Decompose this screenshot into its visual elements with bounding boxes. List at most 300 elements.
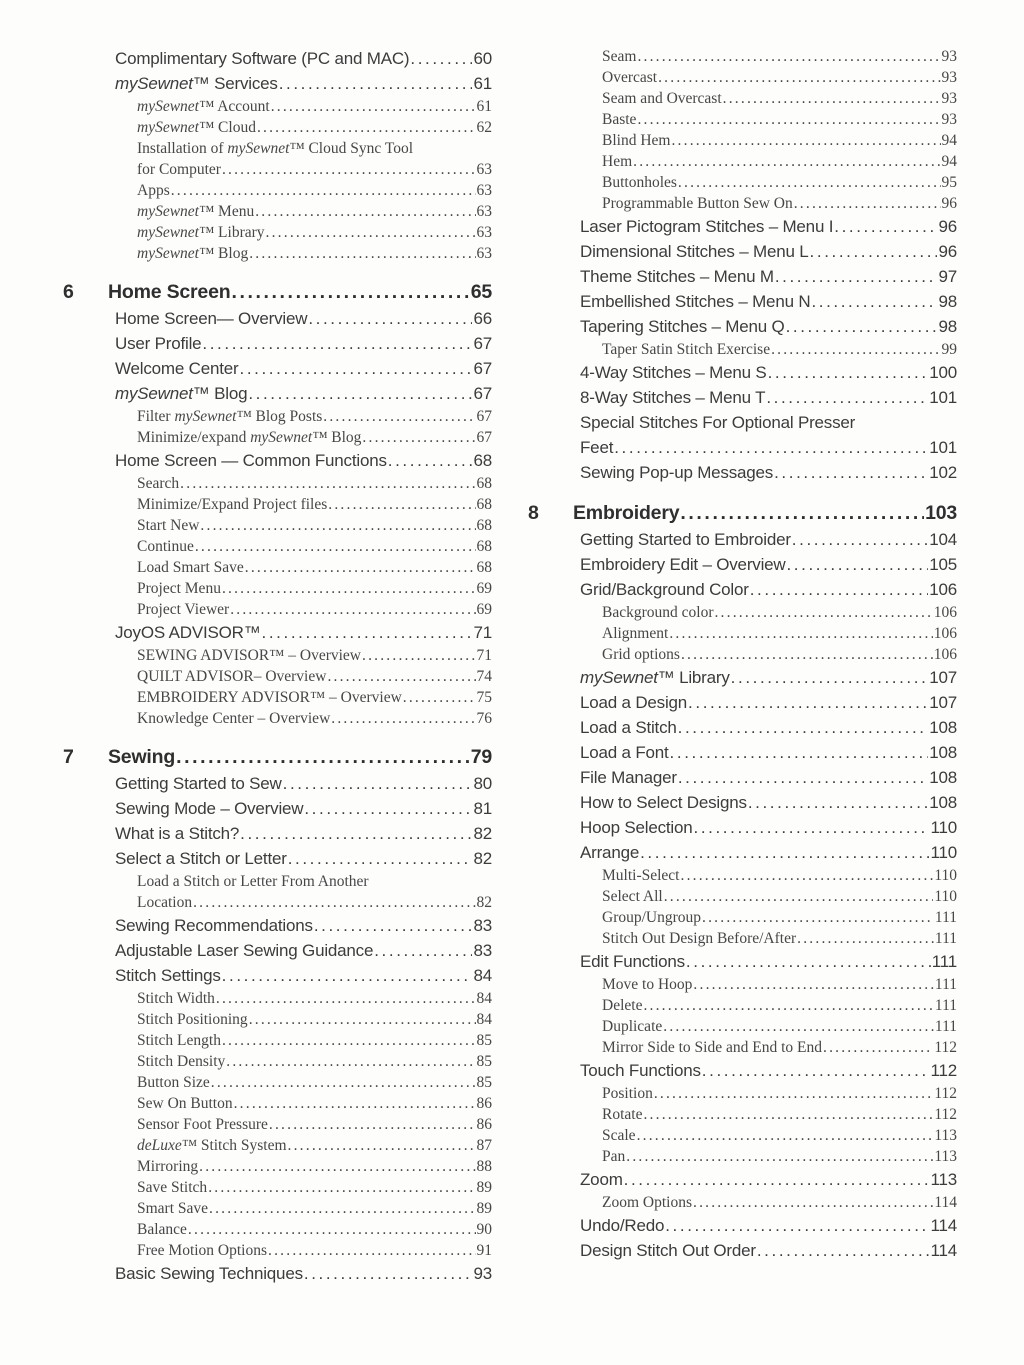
toc-page-number: 61 [473, 74, 492, 93]
toc-page-number: 62 [476, 119, 492, 136]
toc-page-number: 69 [476, 601, 492, 618]
toc-entry-row [528, 1167, 957, 1192]
dot-leader [240, 821, 472, 846]
toc-entry-title: Getting Started to Embroider [580, 530, 791, 549]
toc-entry-title: Design Stitch Out Order [580, 1241, 756, 1260]
dot-leader [262, 620, 473, 645]
toc-entry-row [63, 222, 492, 243]
toc-page-number: 66 [473, 309, 492, 328]
toc-entry-row [528, 289, 957, 314]
toc-entry-row [63, 1261, 492, 1286]
toc-entry-row [63, 620, 492, 645]
toc-page-number: 98 [938, 317, 957, 336]
toc-page-number: 105 [929, 555, 957, 574]
dot-leader [678, 765, 928, 790]
toc-entry-title: Position [602, 1085, 653, 1102]
toc-page-number: 106 [929, 580, 957, 599]
toc-page-number: 113 [934, 1127, 957, 1144]
toc-page-number: 110 [934, 867, 957, 884]
toc-entry-row [63, 666, 492, 687]
toc-entry-title: Edit Functions [580, 952, 685, 971]
toc-entry-title: Home Screen — Common Functions [115, 451, 387, 470]
dot-leader [670, 740, 929, 765]
brand-name-italic: mySewnet™ [137, 245, 215, 262]
toc-entry-row [63, 645, 492, 666]
toc-entry-row [528, 130, 957, 151]
dot-leader [193, 892, 475, 913]
toc-page-number: 67 [476, 429, 492, 446]
toc-entry-title: Stitch Length [137, 1032, 221, 1049]
toc-page-number: 114 [934, 1194, 957, 1211]
toc-entry-row [63, 1198, 492, 1219]
toc-entry-title: Programmable Button Sew On [602, 195, 793, 212]
toc-entry-row [63, 201, 492, 222]
toc-entry-title: Sensor Foot Pressure [137, 1116, 268, 1133]
toc-entry-title: Load a Stitch [580, 718, 677, 737]
dot-leader [255, 201, 475, 222]
toc-entry-row [528, 1104, 957, 1125]
toc-entry-row [63, 473, 492, 494]
toc-page-number: 63 [476, 203, 492, 220]
toc-entry-row [528, 172, 957, 193]
toc-page-number: 98 [938, 292, 957, 311]
toc-entry-row [528, 385, 957, 410]
dot-leader [678, 172, 941, 193]
dot-leader [714, 602, 932, 623]
toc-entry-title: Duplicate [602, 1018, 663, 1035]
toc-entry-title: Load a Font [580, 743, 669, 762]
toc-page-number: 102 [929, 463, 957, 482]
brand-name-italic: mySewnet™ [227, 140, 305, 157]
toc-entry-title: Minimize/Expand Project files [137, 496, 328, 513]
toc-entry-row [63, 536, 492, 557]
toc-entry-title: Smart Save [137, 1200, 209, 1217]
dot-leader [327, 666, 475, 687]
toc-entry-title: Filter mySewnet™ Blog Posts [137, 408, 323, 425]
toc-entry-title: Home Screen [108, 281, 231, 303]
dot-leader [208, 1177, 475, 1198]
toc-entry-title: mySewnet™ Library [580, 668, 730, 687]
toc-entry-title: Move to Hoop [602, 976, 693, 993]
toc-entry-row [528, 109, 957, 130]
toc-column-right [528, 46, 957, 1365]
toc-entry-row [528, 1058, 957, 1083]
toc-entry-title: Load a Design [580, 693, 688, 712]
toc-entry-title: mySewnet™ Cloud [137, 119, 256, 136]
toc-entry-title: Load a Stitch or Letter From Another [137, 873, 369, 890]
toc-entry-row [528, 239, 957, 264]
toc-entry-row [528, 339, 957, 360]
toc-entry-row [528, 46, 957, 67]
dot-leader [249, 1009, 476, 1030]
toc-page-number: 76 [476, 710, 492, 727]
chapter-number: 8 [528, 502, 539, 524]
dot-leader [269, 1114, 476, 1135]
toc-entry-title: Mirroring [137, 1158, 199, 1175]
dot-leader [288, 1135, 476, 1156]
dot-leader [637, 1125, 934, 1146]
toc-entry-title: Pan [602, 1148, 626, 1165]
toc-entry-title: Sewing [108, 746, 176, 768]
dot-leader [304, 1261, 473, 1286]
toc-column-left [63, 46, 492, 1365]
dot-leader [731, 665, 929, 690]
dot-leader [624, 1167, 930, 1192]
toc-entry-row [63, 796, 492, 821]
toc-entry-row [63, 515, 492, 536]
toc-page-number: 84 [476, 990, 492, 1007]
toc-page-number: 99 [941, 341, 957, 358]
toc-page-number: 80 [473, 774, 492, 793]
toc-entry-title: Dimensional Stitches – Menu L [580, 242, 809, 261]
toc-page-number: 96 [938, 242, 957, 261]
dot-leader [283, 771, 473, 796]
dot-leader [750, 577, 929, 602]
toc-entry-row [528, 460, 957, 485]
toc-entry-title: Multi-Select [602, 867, 680, 884]
dot-leader [331, 708, 475, 729]
toc-page-number: 67 [473, 359, 492, 378]
dot-leader [640, 840, 929, 865]
dot-leader [240, 356, 473, 381]
toc-page-number: 106 [933, 625, 957, 642]
toc-entry-title: JoyOS ADVISOR™ [115, 623, 261, 642]
toc-page-number: 108 [929, 793, 957, 812]
toc-page-number: 84 [476, 1011, 492, 1028]
toc-entry-row [63, 708, 492, 729]
toc-chapter-row [528, 500, 957, 527]
toc-entry-title: Start New [137, 517, 200, 534]
toc-entry-title: Hem [602, 153, 633, 170]
toc-entry-row [528, 151, 957, 172]
dot-leader [823, 1037, 933, 1058]
toc-page-number: 68 [476, 538, 492, 555]
toc-page-number: 83 [473, 941, 492, 960]
toc-entry-row [63, 938, 492, 963]
toc-entry-title: Group/Ungroup [602, 909, 702, 926]
toc-page-number: 112 [934, 1039, 957, 1056]
brand-name-italic: mySewnet™ [137, 119, 215, 136]
toc-page-number: 68 [476, 559, 492, 576]
toc-entry-row [528, 88, 957, 109]
toc-entry-title: Search [137, 475, 180, 492]
toc-page-number: 86 [476, 1095, 492, 1112]
toc-entry-title: How to Select Designs [580, 793, 747, 812]
toc-entry-title: Select All [602, 888, 663, 905]
toc-entry-title: User Profile [115, 334, 202, 353]
dot-leader [766, 385, 928, 410]
toc-entry-title: Grid/Background Color [580, 580, 749, 599]
dot-leader [664, 886, 934, 907]
dot-leader [693, 1192, 933, 1213]
toc-page-number: 100 [929, 363, 957, 382]
toc-page-number: 63 [476, 161, 492, 178]
dot-leader [810, 239, 938, 264]
toc-entry-title: Sewing Recommendations [115, 916, 313, 935]
toc-entry-title: mySewnet™ Blog [137, 245, 249, 262]
toc-page-number: 108 [929, 743, 957, 762]
toc-entry-title: File Manager [580, 768, 677, 787]
toc-entry-row [63, 963, 492, 988]
toc-page-number: 93 [941, 48, 957, 65]
toc-entry-row [528, 840, 957, 865]
toc-entry-title: Installation of mySewnet™ Cloud Sync Tool [137, 140, 414, 157]
toc-entry-row [63, 71, 492, 96]
dot-leader [811, 289, 937, 314]
dot-leader [180, 473, 475, 494]
dot-leader [771, 339, 940, 360]
toc-entry-row [63, 1051, 492, 1072]
toc-entry-row [528, 765, 957, 790]
toc-entry-title: Complimentary Software (PC and MAC) [115, 49, 410, 68]
dot-leader [680, 500, 924, 527]
toc-entry-title: Embroidery [573, 502, 680, 524]
toc-entry-title: Alignment [602, 625, 669, 642]
toc-page-number: 93 [473, 1264, 492, 1283]
toc-entry-title: Apps [137, 182, 170, 199]
toc-entry-title: Embellished Stitches – Menu N [580, 292, 811, 311]
toc-entry-row [528, 886, 957, 907]
toc-entry-row [528, 577, 957, 602]
toc-entry-title: Adjustable Laser Sewing Guidance [115, 941, 374, 960]
toc-entry-title: 8-Way Stitches – Menu T [580, 388, 766, 407]
toc-entry-row [63, 448, 492, 473]
toc-page-number: 113 [930, 1170, 957, 1189]
dot-leader [257, 117, 476, 138]
toc-entry-title: Location [137, 894, 193, 911]
toc-entry-row [528, 974, 957, 995]
toc-entry-row [528, 1192, 957, 1213]
toc-entry-row [528, 1238, 957, 1263]
toc-entry-row [528, 435, 957, 460]
toc-entry-title: mySewnet™ Account [137, 98, 270, 115]
chapter-number: 6 [63, 281, 74, 303]
toc-entry-row [63, 356, 492, 381]
dot-leader [633, 151, 940, 172]
toc-page-number: 111 [934, 976, 957, 993]
toc-entry-title: Undo/Redo [580, 1216, 665, 1235]
toc-entry-row [528, 214, 957, 239]
dot-leader [665, 1213, 929, 1238]
toc-entry-title: Mirror Side to Side and End to End [602, 1039, 822, 1056]
toc-page-number: 96 [938, 217, 957, 236]
toc-entry-row [528, 314, 957, 339]
toc-page-number: 111 [934, 930, 957, 947]
toc-entry-row [528, 1083, 957, 1104]
toc-page-number: 63 [476, 245, 492, 262]
toc-entry-title: EMBROIDERY ADVISOR™ – Overview [137, 689, 402, 706]
toc-chapter-row [63, 279, 492, 306]
toc-entry-row [528, 410, 957, 435]
dot-leader [671, 130, 940, 151]
toc-page-number: 114 [930, 1216, 957, 1235]
toc-page-number: 61 [476, 98, 492, 115]
toc-page-number: 87 [476, 1137, 492, 1154]
toc-entry-row [528, 1213, 957, 1238]
toc-entry-row [528, 1016, 957, 1037]
toc-page-number: 85 [476, 1053, 492, 1070]
dot-leader [669, 623, 932, 644]
toc-entry-row [63, 117, 492, 138]
toc-entry-title: Button Size [137, 1074, 210, 1091]
toc-entry-row [63, 138, 492, 159]
toc-entry-row [528, 740, 957, 765]
brand-name-italic: mySewnet™ [137, 98, 215, 115]
toc-chapter-row [63, 744, 492, 771]
toc-entry-title: Project Viewer [137, 601, 230, 618]
toc-entry-row [63, 331, 492, 356]
chapter-number: 7 [63, 746, 74, 768]
toc-page-number: 60 [473, 49, 492, 68]
brand-name-italic: mySewnet™ [137, 203, 215, 220]
toc-entry-title: Seam and Overcast [602, 90, 722, 107]
toc-entry-row [528, 602, 957, 623]
toc-entry-title: Zoom Options [602, 1194, 692, 1211]
toc-entry-row [63, 1030, 492, 1051]
toc-entry-title: Continue [137, 538, 194, 555]
toc-entry-row [528, 995, 957, 1016]
dot-leader [775, 264, 938, 289]
dot-leader [654, 1083, 933, 1104]
toc-page-number: 85 [476, 1032, 492, 1049]
toc-entry-title: Basic Sewing Techniques [115, 1264, 303, 1283]
toc-page-number: 67 [476, 408, 492, 425]
toc-entry-title: Scale [602, 1127, 636, 1144]
toc-page-number: 93 [941, 90, 957, 107]
toc-entry-row [63, 306, 492, 331]
dot-leader [786, 552, 928, 577]
toc-entry-title: What is a Stitch? [115, 824, 240, 843]
toc-entry-title: for Computer [137, 161, 221, 178]
dot-leader [271, 96, 476, 117]
toc-page-number: 107 [929, 693, 957, 712]
toc-page-number: 93 [941, 69, 957, 86]
dot-leader [693, 974, 933, 995]
dot-leader [757, 1238, 930, 1263]
toc-entry-title: mySewnet™ Menu [137, 203, 255, 220]
toc-entry-title: Theme Stitches – Menu M [580, 267, 774, 286]
toc-entry-row [63, 578, 492, 599]
dot-leader [234, 1093, 476, 1114]
dot-leader [834, 214, 937, 239]
toc-entry-title: Touch Functions [580, 1061, 701, 1080]
toc-page-number: 65 [470, 281, 492, 303]
toc-page-number: 106 [933, 646, 957, 663]
toc-entry-title: Sewing Mode – Overview [115, 799, 304, 818]
toc-page-number: 107 [929, 668, 957, 687]
dot-leader [362, 427, 475, 448]
toc-page-number: 81 [473, 799, 492, 818]
toc-entry-title: Hoop Selection [580, 818, 693, 837]
toc-entry-title: Home Screen— Overview [115, 309, 308, 328]
dot-leader [702, 1058, 930, 1083]
dot-leader [797, 928, 934, 949]
dot-leader [388, 448, 473, 473]
toc-entry-row [63, 846, 492, 871]
toc-entry-row [63, 1009, 492, 1030]
toc-entry-row [63, 46, 492, 71]
dot-leader [314, 913, 473, 938]
toc-page-number: 101 [929, 438, 957, 457]
toc-entry-title: Seam [602, 48, 637, 65]
toc-entry-title: Knowledge Center – Overview [137, 710, 331, 727]
toc-entry-row [528, 928, 957, 949]
toc-page-number: 82 [473, 824, 492, 843]
toc-entry-row [63, 557, 492, 578]
toc-entry-row [528, 527, 957, 552]
toc-page-number: 86 [476, 1116, 492, 1133]
dot-leader [230, 599, 475, 620]
toc-entry-title: Balance [137, 1221, 187, 1238]
dot-leader [681, 644, 933, 665]
toc-entry-row [63, 427, 492, 448]
toc-page-number: 94 [941, 153, 957, 170]
toc-page-number: 112 [934, 1106, 957, 1123]
dot-leader [222, 578, 476, 599]
dot-leader [768, 360, 929, 385]
toc-entry-title: Arrange [580, 843, 640, 862]
toc-page-number: 90 [476, 1221, 492, 1238]
dot-leader [222, 159, 476, 180]
toc-page-number: 84 [473, 966, 492, 985]
toc-entry-row [63, 821, 492, 846]
dot-leader [231, 279, 469, 306]
dot-leader [792, 527, 928, 552]
dot-leader [678, 715, 929, 740]
brand-name-italic: mySewnet™ [137, 224, 215, 241]
dot-leader [279, 71, 473, 96]
toc-entry-row [63, 1156, 492, 1177]
toc-entry-title: Save Stitch [137, 1179, 208, 1196]
toc-page-number: 89 [476, 1179, 492, 1196]
toc-entry-row [528, 907, 957, 928]
dot-leader [786, 314, 938, 339]
toc-entry-title: Stitch Settings [115, 966, 221, 985]
dot-leader [188, 1219, 476, 1240]
toc-page-number: 63 [476, 182, 492, 199]
dot-leader [304, 796, 472, 821]
toc-page-number: 89 [476, 1200, 492, 1217]
dot-leader [374, 938, 472, 963]
toc-entry-row [63, 96, 492, 117]
toc-entry-row [63, 1135, 492, 1156]
toc-entry-row [528, 644, 957, 665]
toc-entry-row [63, 180, 492, 201]
dot-leader [702, 907, 934, 928]
toc-entry-title: Load Smart Save [137, 559, 244, 576]
toc-entry-row [63, 159, 492, 180]
toc-entry-title: Stitch Width [137, 990, 215, 1007]
dot-leader [200, 515, 475, 536]
toc-page-number: 63 [476, 224, 492, 241]
toc-page-number: 93 [941, 111, 957, 128]
brand-name-italic: mySewnet™ [250, 429, 328, 446]
toc-entry-title: Taper Satin Stitch Exercise [602, 341, 771, 358]
toc-entry-row [63, 599, 492, 620]
toc-page-number: 103 [925, 502, 957, 524]
toc-entry-title: mySewnet™ Services [115, 74, 278, 93]
toc-entry-row [63, 243, 492, 264]
toc-entry-title: Special Stitches For Optional Presser [580, 413, 856, 432]
toc-entry-row [63, 1177, 492, 1198]
toc-entry-row [528, 67, 957, 88]
toc-entry-title: Minimize/expand mySewnet™ Blog [137, 429, 362, 446]
dot-leader [328, 494, 475, 515]
dot-leader [288, 846, 473, 871]
dot-leader [308, 306, 472, 331]
dot-leader [323, 406, 475, 427]
toc-entry-title: mySewnet™ Library [137, 224, 265, 241]
